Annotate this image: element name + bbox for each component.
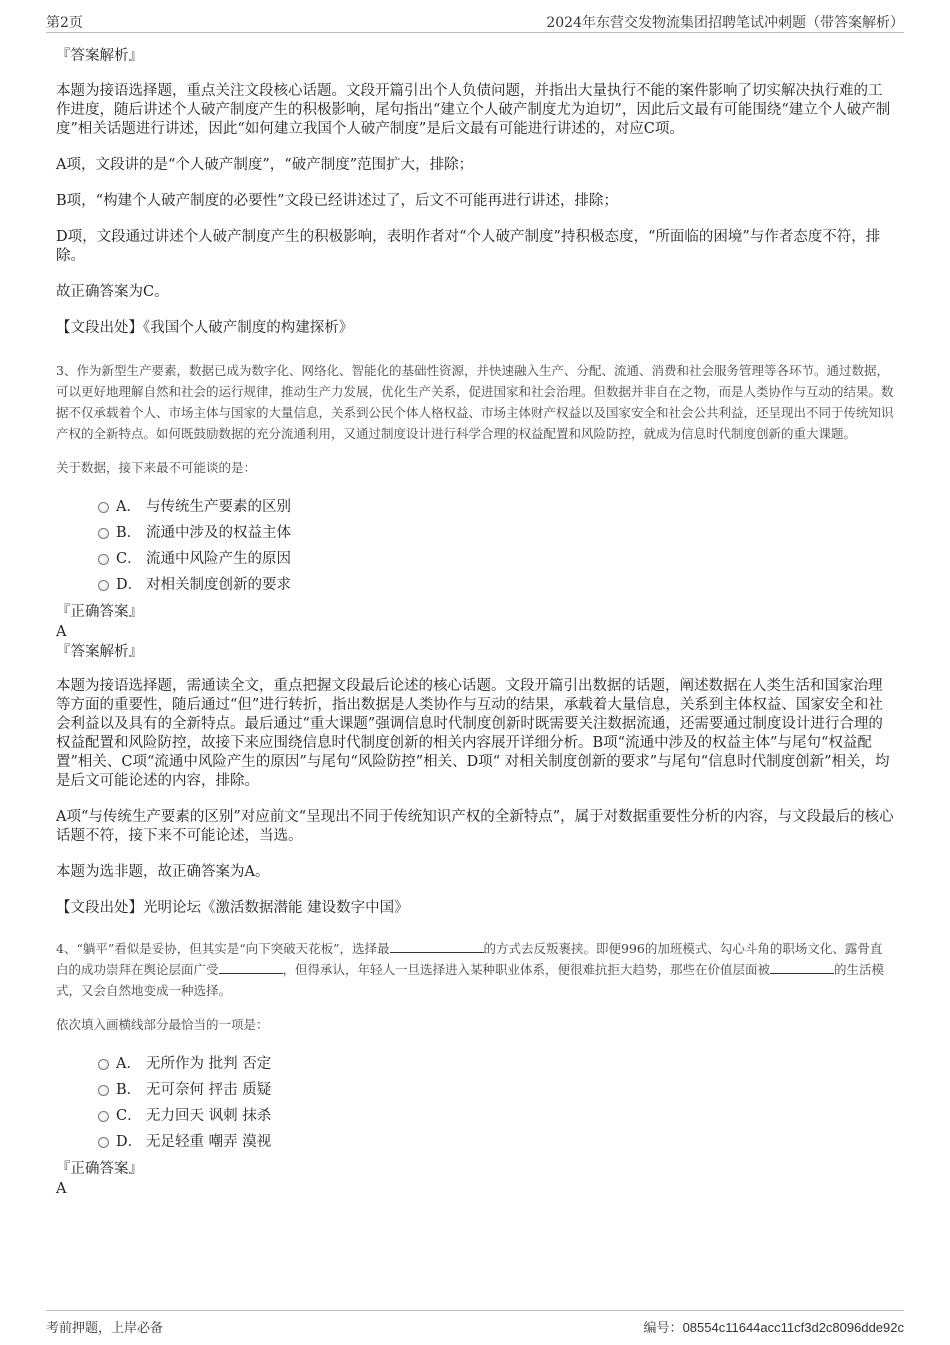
q4-answer: A: [56, 1181, 67, 1197]
q3-question: 关于数据，接下来最不可能谈的是：: [56, 460, 257, 475]
q3-option-c[interactable]: C． 流通中风险产生的原因: [56, 546, 894, 572]
q3-option-b[interactable]: B． 流通中涉及的权益主体: [56, 520, 894, 546]
q2-analysis-d: D项，文段通过讲述个人破产制度产生的积极影响，表明作者对“个人破产制度”持积极态度，“所面临的困境”与作者态度不符，排除。: [56, 229, 881, 264]
radio-icon[interactable]: [98, 502, 109, 513]
page-header: [46, 10, 904, 33]
footer-slogan: 考前押题，上岸必备: [46, 1321, 164, 1336]
radio-icon[interactable]: [98, 528, 109, 539]
page-number: 第2页: [46, 15, 83, 31]
page-footer: [46, 1310, 904, 1339]
radio-icon[interactable]: [98, 1085, 109, 1096]
q3-option-a[interactable]: A． 与传统生产要素的区别: [56, 494, 894, 520]
q4-options: [56, 1051, 894, 1155]
radio-icon[interactable]: [98, 1111, 109, 1122]
q3-analysis-a: A项“与传统生产要素的区别”对应前文“呈现出不同于传统知识产权的全新特点”，属于对数据重要性分析的内容，与文段最后的核心话题不符，接下来不可能论述，当选。: [56, 809, 894, 844]
q2-analysis-main: 本题为接语选择题，重点关注文段核心话题。文段开篇引出个人负债问题，并指出大量执行不能的案件影响了切实解决执行难的工作进度，随后讲述个人破产制度产生的积极影响，尾句指出“建立个人破产制度尤为迫切”，因此后文最有可能围绕“建立个人破产制度”相关话题进行讲述，因此“如何建立我国个人破产制度”是后文最有可能进行讲述的，对应C项。: [56, 83, 891, 137]
document-title: 2024年东营交发物流集团招聘笔试冲刺题（带答案解析）: [546, 15, 904, 31]
page-content: [56, 44, 894, 1199]
radio-icon[interactable]: [98, 1137, 109, 1148]
radio-icon[interactable]: [98, 1059, 109, 1070]
q2-source: 【文段出处】《我国个人破产制度的构建探析》: [56, 320, 354, 336]
q3-source: 【文段出处】光明论坛《激活数据潜能 建设数字中国》: [56, 900, 409, 916]
q4-question: 依次填入画横线部分最恰当的一项是：: [56, 1017, 269, 1032]
q2-conclusion: 故正确答案为C。: [56, 284, 169, 300]
q2-analysis-label: 『答案解析』: [56, 48, 143, 64]
q4-option-b[interactable]: B． 无可奈何 抨击 质疑: [56, 1077, 894, 1103]
q4-blank-3: [770, 961, 834, 974]
q4-answer-label: 『正确答案』: [56, 1161, 143, 1177]
footer-code: 编号：08554c11644acc11cf3d2c8096dde92c: [643, 1320, 904, 1336]
q3-answer: A: [56, 624, 67, 640]
q3-conclusion: 本题为选非题，故正确答案为A。: [56, 864, 270, 880]
q3-answer-label: 『正确答案』: [56, 604, 143, 620]
q4-option-c[interactable]: C． 无力回天 讽刺 抹杀: [56, 1103, 894, 1129]
radio-icon[interactable]: [98, 580, 109, 591]
q4-stem: 4、“躺平”看似是妥协，但其实是“向下突破天花板”，选择最 的方式去反叛裹挟。即便996的加班模式、勾心斗角的职场文化、露骨直白的成功崇拜在舆论层面广受 ，但得承认，年轻人一旦选择进入某种职业体系，便很难抗拒大趋势，那些在价值层面被 的生活模式，又会自然地变成一种选择。: [56, 941, 885, 998]
radio-icon[interactable]: [98, 554, 109, 565]
q2-analysis-b: B项，“构建个人破产制度的必要性”文段已经讲述过了，后文不可能再进行讲述，排除；: [56, 193, 618, 209]
q4-blank-1: [390, 940, 484, 953]
q3-analysis-main: 本题为接语选择题，需通读全文，重点把握文段最后论述的核心话题。文段开篇引出数据的话题，阐述数据在人类生活和国家治理等方面的重要性，随后通过“但”进行转折，指出数据是人类协作与互动的结果，承载着大量信息，关系到主体权益、国家安全和社会利益以及具有的全新特点。最后通过“重大课题”强调信息时代制度创新时既需要关注数据流通，还需要通过制度设计进行合理的权益配置和风险防控，故接下来应围绕信息时代制度创新的相关内容展开详细分析。B项“流通中涉及的权益主体”与尾句“权益配置”相关、C项“流通中风险产生的原因”与尾句“风险防控”相关、D项“ 对相关制度创新的要求”与尾句“信息时代制度创新”相关，均是后文可能论述的内容，排除。: [56, 678, 890, 789]
q2-analysis-a: A项，文段讲的是“个人破产制度”，“破产制度”范围扩大，排除；: [56, 157, 474, 173]
q3-stem: 3、作为新型生产要素，数据已成为数字化、网络化、智能化的基础性资源，并快速融入生产、分配、流通、消费和社会服务管理等各环节。通过数据，可以更好地理解自然和社会的运行规律，推动生产力发展，优化生产关系，促进国家和社会治理。但数据并非自在之物，而是人类协作与互动的结果。数据不仅承载着个人、市场主体与国家的大量信息，关系到公民个体人格权益、市场主体财产权益以及国家安全和社会公共利益，还呈现出不同于传统知识产权的全新特点。如何既鼓励数据的充分流通利用，又通过制度设计进行科学合理的权益配置和风险防控，就成为信息时代制度创新的重大课题。: [56, 363, 894, 441]
q3-option-d[interactable]: D． 对相关制度创新的要求: [56, 572, 894, 598]
q4-blank-2: [219, 961, 283, 974]
q4-option-d[interactable]: D． 无足轻重 嘲弄 漠视: [56, 1129, 894, 1155]
q3-analysis-label: 『答案解析』: [56, 644, 143, 660]
q3-options: [56, 494, 894, 598]
q4-option-a[interactable]: A． 无所作为 批判 否定: [56, 1051, 894, 1077]
